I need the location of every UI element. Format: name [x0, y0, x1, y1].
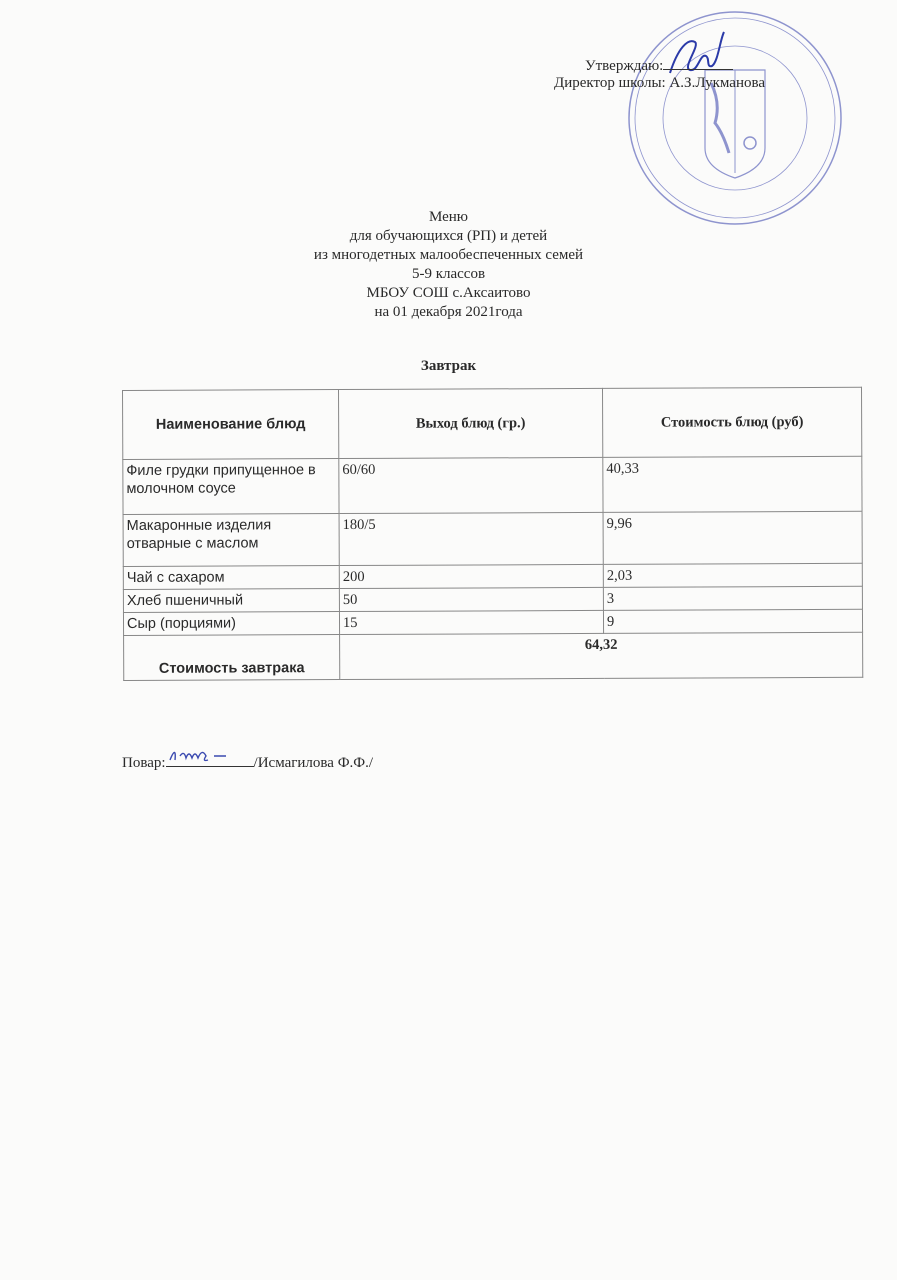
dish-cost: 2,03: [603, 563, 862, 587]
dish-weight: 200: [339, 564, 603, 588]
dish-cost: 3: [603, 586, 862, 610]
header-weight: Выход блюд (гр.): [339, 388, 603, 458]
dish-weight: 15: [339, 610, 603, 634]
dish-name: Сыр (порциями): [123, 612, 339, 636]
header-cost: Стоимость блюд (руб): [602, 387, 861, 457]
signature-line: [663, 55, 733, 70]
heading-line: для обучающихся (РП) и детей: [349, 228, 548, 244]
total-label: Стоимость завтрака: [124, 635, 340, 681]
heading-line: Меню: [428, 209, 469, 225]
total-row: [124, 632, 863, 680]
cook-label: Повар:: [122, 755, 166, 771]
cook-name: /Исмагилова Ф.Ф./: [253, 755, 374, 771]
heading-line: на 01 декабря 2021года: [374, 304, 523, 320]
dish-weight: 60/60: [339, 457, 603, 513]
dish-name: Хлеб пшеничный: [123, 589, 339, 613]
header-dish: Наименование блюд: [123, 390, 339, 460]
dish-name: Чай с сахаром: [123, 566, 339, 590]
table-row: [123, 456, 862, 514]
cook-signature: [166, 752, 254, 767]
school-seal: [625, 8, 845, 228]
dish-name: Филе грудки припущенное в молочном соусе: [123, 459, 339, 515]
table-row: [123, 563, 862, 589]
table-header: [123, 387, 862, 459]
approval-line: [585, 55, 733, 76]
approve-label: Утверждаю:: [585, 58, 664, 74]
dish-cost: 9: [603, 609, 862, 633]
document-heading: [0, 208, 897, 322]
cook-signature-icon: [166, 746, 254, 764]
director-label: Директор школы: А.З.Лукманова: [554, 75, 766, 91]
menu-table: [122, 387, 863, 681]
cook-signature-line: [122, 752, 373, 772]
total-value: 64,32: [340, 632, 863, 679]
dish-cost: 9,96: [603, 511, 862, 564]
meal-title: Завтрак: [420, 358, 477, 374]
dish-weight: 180/5: [339, 512, 603, 565]
heading-line: 5-9 классов: [411, 266, 486, 282]
dish-cost: 40,33: [603, 456, 862, 512]
table-row: [123, 586, 862, 612]
table-row: [123, 511, 862, 566]
table-row: [123, 609, 862, 635]
heading-line: МБОУ СОШ с.Аксаитово: [366, 285, 531, 301]
dish-weight: 50: [339, 587, 603, 611]
dish-name: Макаронные изделия отварные с маслом: [123, 514, 339, 567]
heading-line: из многодетных малообеспеченных семей: [313, 247, 584, 263]
